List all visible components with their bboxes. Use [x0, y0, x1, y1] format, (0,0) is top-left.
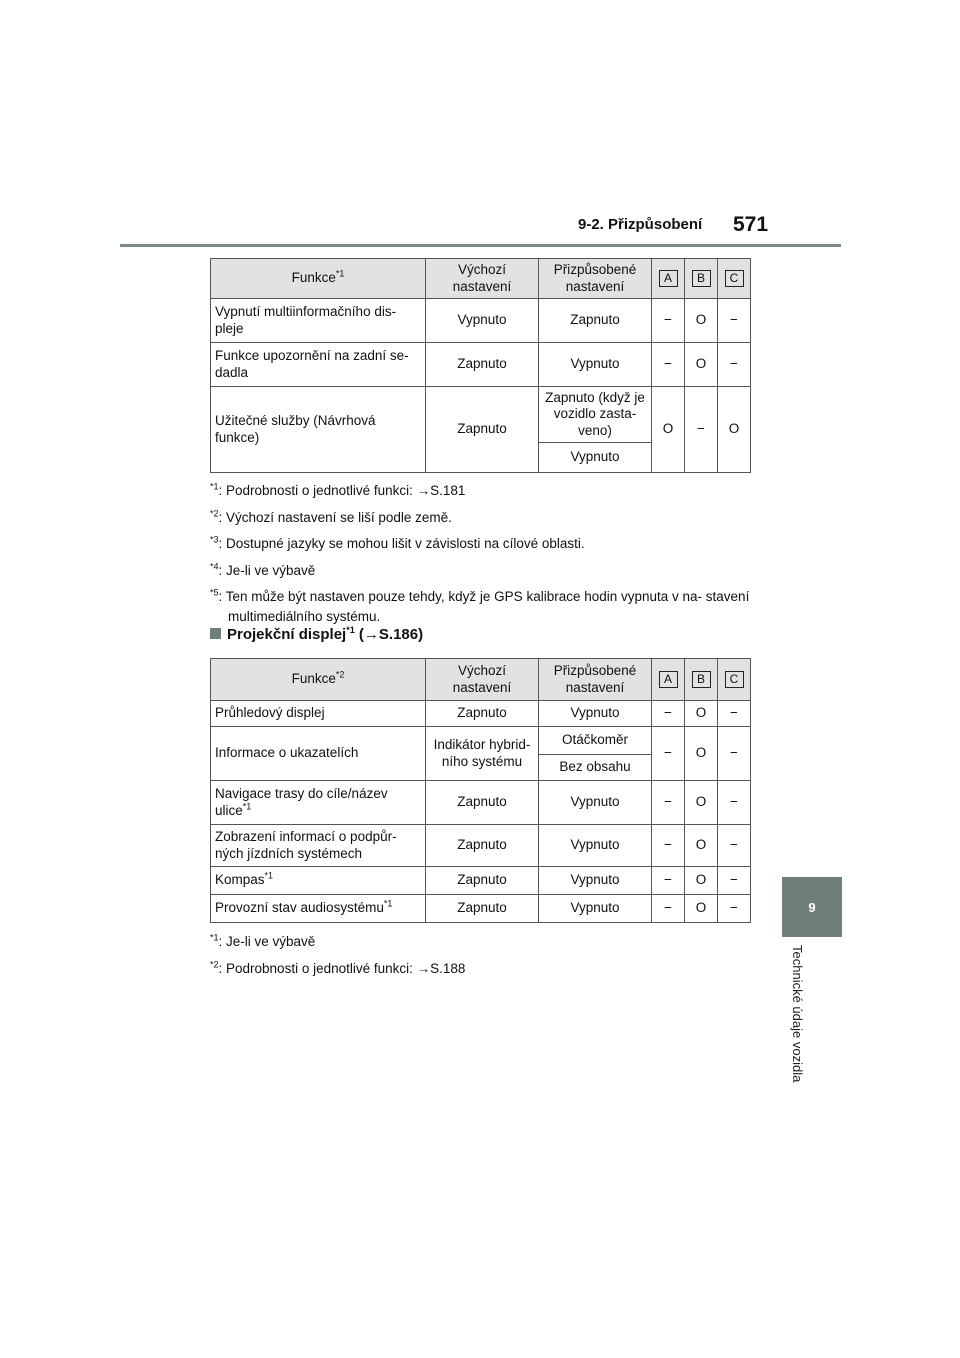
chapter-number: 9: [808, 899, 816, 915]
col-header-function: Funkce$^{*1}$: [211, 259, 426, 299]
col-header-c: C: [718, 259, 751, 299]
col-header-a: A: [652, 659, 685, 701]
table-row: Zobrazení informací o podpůr- ných jízdních systémech Zapnuto Vypnuto − O −: [211, 825, 751, 867]
footnotes-1: $^{*1}$: Podrobnosti o jednotlivé funkci: →S.181 $^{*2}$: Výchozí nastavení se liší podle země. $^{*3}$: Dostupné jazyky se mohou lišit v závislosti na cílové oblasti. $^{*4}$: Je-li ve výbavě $^{*5}$: Ten může být nastaven pouze tehdy, když je GPS kalibrace hodin vypnuta v na- stavení multimediálního systému.: [210, 481, 750, 624]
col-header-c: C: [718, 659, 751, 701]
table-row: Informace o ukazatelích Indikátor hybrid- ního systému Otáčkoměr − O −: [211, 727, 751, 755]
table-row: Průhledový displej Zapnuto Vypnuto − O −: [211, 701, 751, 727]
page-number: 571: [733, 213, 769, 236]
section-title: 9-2. Přizpůsobení: [578, 216, 703, 233]
header-divider: [120, 244, 841, 247]
table-row: Funkce upozornění na zadní se- dadla Zapnuto Vypnuto − O −: [211, 343, 751, 387]
table-row: Užitečné služby (Návrhová funkce) Zapnuto Zapnuto (když je vozidlo zasta- veno) O − O: [211, 387, 751, 443]
col-header-b: B: [685, 659, 718, 701]
col-header-b: B: [685, 259, 718, 299]
table-row: Navigace trasy do cíle/název ulice$^{*1}$ Zapnuto Vypnuto − O −: [211, 781, 751, 825]
chapter-tab[interactable]: [782, 877, 842, 937]
col-header-default: Výchozí nastavení: [426, 259, 539, 299]
col-header-a: A: [652, 259, 685, 299]
col-header-function: Funkce$^{*2}$: [211, 659, 426, 701]
col-header-default: Výchozí nastavení: [426, 659, 539, 701]
footnotes-2: $^{*1}$: Je-li ve výbavě $^{*2}$: Podrobnosti o jednotlivé funkci: →S.188: [210, 932, 466, 976]
table-row: Vypnutí multiinformačního dis- pleje Vypnuto Zapnuto − O −: [211, 299, 751, 343]
table-row: Provozní stav audiosystému$^{*1}$ Zapnuto Vypnuto − O −: [211, 895, 751, 923]
customization-table-1: Funkce$^{*1}$ Výchozí nastavení Přizpůsobené nastavení A B C Vypnutí multiinformačního dis- pleje Vypnuto Zapnuto − O − Funkce upozornění na zadní se- dadla Zapnuto Vypnuto − O − Užitečné služby (Návrhová funkce) Zapnuto Zapnuto (když je vozidlo zasta- veno) O − O Vypnuto: [210, 258, 751, 473]
chapter-title: Technické údaje vozidla: [790, 945, 805, 1083]
col-header-custom: Přizpůsobené nastavení: [539, 659, 652, 701]
square-bullet-icon: [210, 628, 221, 639]
col-header-custom: Přizpůsobené nastavení: [539, 259, 652, 299]
table-row: Kompas$^{*1}$ Zapnuto Vypnuto − O −: [211, 867, 751, 895]
customization-table-2: Funkce$^{*2}$ Výchozí nastavení Přizpůsobené nastavení A B C Průhledový displej Zapnuto Vypnuto − O − Informace o ukazatelích Indikátor hybrid- ního systému Otáčkoměr − O − Bez obsahu Navigace trasy do cíle/název ulice$^{*1}$ Zapnuto Vypnuto − O − Zobrazení informací o podpůr- ných jízdních systémech Zapnuto Vypnuto − O − Kompas$^{*1}$ Zapnuto Vypnuto − O − Provozní stav audiosystému$^{*1}$ Zapnuto Vypnuto − O −: [210, 658, 751, 923]
subsection-heading: Projekční displej$^{*1}$ (→S.186): [210, 626, 423, 643]
